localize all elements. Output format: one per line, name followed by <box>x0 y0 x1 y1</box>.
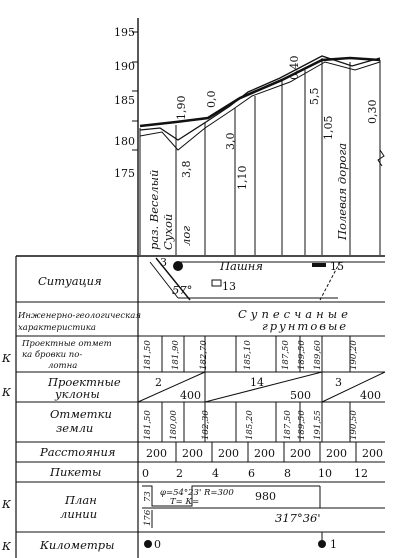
y-tick-175: 175 <box>114 167 135 180</box>
plan-small-1: 73 <box>143 491 153 502</box>
picket-12: 12 <box>354 467 368 480</box>
break-mark <box>378 150 384 166</box>
distance-3: 200 <box>218 447 239 460</box>
situation-content <box>150 256 385 300</box>
label-0-0: 0,0 <box>205 90 218 108</box>
grade-1-bottom: 400 <box>180 389 201 402</box>
label-1-05: 1,05 <box>322 115 335 140</box>
design-elev-1: 181,50 <box>143 340 153 370</box>
picket-2: 2 <box>176 467 183 480</box>
label-3-0: 3,0 <box>224 132 237 150</box>
distance-5: 200 <box>290 447 311 460</box>
profile-axis <box>114 18 138 255</box>
design-elev-8: 190,20 <box>349 340 359 370</box>
row-label-distance: Расстояния <box>40 445 116 459</box>
design-elev-6: 189,50 <box>297 340 307 370</box>
plan-length: 980 <box>255 490 276 503</box>
row-label-km: Километры <box>40 538 115 552</box>
situation-marker-13: 13 <box>222 280 236 293</box>
ground-elev-5: 187,50 <box>283 410 293 440</box>
plan-curve-2: Т= К= <box>170 497 200 507</box>
label-1-10: 1,10 <box>236 165 249 190</box>
row-label-geology-2: характеристика <box>18 323 96 333</box>
ground-elev-7: 191,55 <box>313 410 323 440</box>
label-ravine-name: раз. Веселый <box>147 169 161 250</box>
design-elev-4: 185,10 <box>243 340 253 370</box>
situation-marker-15: 15 <box>330 260 344 273</box>
design-elev-7: 189,60 <box>313 340 323 370</box>
k-mark-km: К <box>2 539 11 553</box>
distance-1: 200 <box>146 447 167 460</box>
label-0-40: 0,40 <box>288 55 301 80</box>
label-dry: Сухой <box>161 213 175 250</box>
row-label-plan-1: План <box>65 493 97 507</box>
row-label-grades-1: Проектные <box>48 375 121 389</box>
label-log: лог <box>179 225 193 246</box>
row-label-design-2: ка бровки по- <box>22 350 83 360</box>
profile-vertical-labels <box>147 143 349 250</box>
plan-bearing: 317°36' <box>275 511 321 525</box>
row-label-design-1: Проектные отмет <box>22 339 112 349</box>
distance-4: 200 <box>254 447 275 460</box>
ground-elev-8: 190,50 <box>349 410 359 440</box>
picket-6: 6 <box>248 467 255 480</box>
ground-elev-3: 182,30 <box>201 410 211 440</box>
picket-4: 4 <box>212 467 219 480</box>
design-elev-5: 187,50 <box>281 340 291 370</box>
plan-curve: φ=54°23' R=300 <box>160 488 234 498</box>
label-1-90: 1,90 <box>175 95 188 120</box>
row-label-ground-2: земли <box>56 421 94 435</box>
k-mark-design: К <box>2 351 11 365</box>
row-label-pickets: Пикеты <box>50 465 102 479</box>
design-elev-3: 182,70 <box>199 340 209 370</box>
km-1: 1 <box>330 538 337 551</box>
situation-arable: Пашня <box>220 259 263 273</box>
ground-elev-2: 180,00 <box>169 410 179 440</box>
row-label-ground-1: Отметки <box>50 407 112 421</box>
label-3-8: 3,8 <box>180 160 193 178</box>
ground-elev-6: 189,50 <box>297 410 307 440</box>
distance-2: 200 <box>182 447 203 460</box>
row-label-situation: Ситуация <box>38 274 102 288</box>
label-5-5: 5,5 <box>308 87 321 105</box>
row-label-plan-2: линии <box>60 507 98 521</box>
ground-elev-1: 181,50 <box>143 410 153 440</box>
label-field-road: Полевая дорога <box>335 142 349 240</box>
situation-km-marker: 3 <box>160 256 167 269</box>
y-tick-195: 195 <box>114 26 135 39</box>
design-elev-2: 181,90 <box>171 340 181 370</box>
picket-0: 0 <box>142 467 149 480</box>
grade-2-top: 14 <box>250 376 264 389</box>
y-tick-185: 185 <box>114 94 135 107</box>
label-0-30: 0,30 <box>366 99 379 124</box>
plan-small-2: 176 <box>143 509 153 526</box>
y-tick-180: 180 <box>114 135 135 148</box>
k-mark-grades: К <box>2 385 11 399</box>
grade-2-bottom: 500 <box>290 389 311 402</box>
geology-text-2: грунтовые <box>262 319 349 333</box>
picket-8: 8 <box>284 467 291 480</box>
grade-1-top: 2 <box>155 376 162 389</box>
situation-angle: 57° <box>172 283 193 297</box>
picket-10: 10 <box>318 467 332 480</box>
row-label-design-3: лотна <box>48 361 78 371</box>
distance-7: 200 <box>362 447 383 460</box>
distance-6: 200 <box>326 447 347 460</box>
ground-elev-4: 185,20 <box>245 410 255 440</box>
grade-3-bottom: 400 <box>360 389 381 402</box>
geology-text-1: Супесчаные <box>238 307 352 321</box>
y-tick-190: 190 <box>114 60 135 73</box>
km-0: 0 <box>154 538 161 551</box>
grade-3-top: 3 <box>335 376 342 389</box>
k-mark-plan: К <box>2 497 11 511</box>
row-label-geology-1: Инженерно-геологическая <box>18 311 141 321</box>
row-label-grades-2: уклоны <box>55 387 100 401</box>
